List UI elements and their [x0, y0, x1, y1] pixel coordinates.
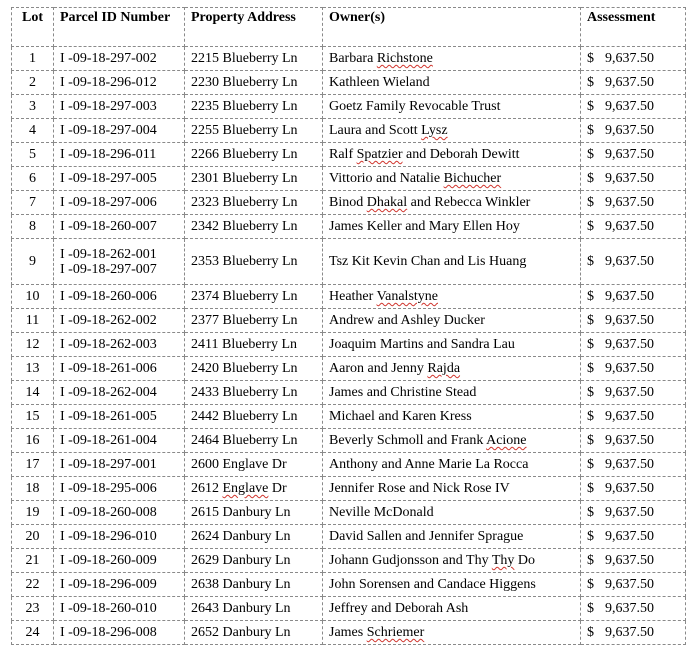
parcel-id: I -09-18-262-001 [60, 246, 157, 262]
spellcheck-word: Schriemer [366, 625, 425, 640]
assessment-cell [581, 333, 686, 357]
assessment-cell [581, 309, 686, 333]
text-segment: Joaquim Martins and Sandra Lau [329, 337, 515, 352]
lot-cell: 6 [12, 167, 54, 191]
owner-cell [323, 309, 581, 333]
lot-cell: 4 [12, 119, 54, 143]
assessment-amount [581, 385, 685, 400]
assessment-amount [581, 147, 685, 162]
text-segment: Kathleen Wieland [329, 75, 430, 90]
text-segment: James [329, 625, 367, 640]
parcel-id: I -09-18-296-012 [60, 75, 157, 90]
owner-cell [323, 549, 581, 573]
assessment-amount [581, 219, 685, 234]
assessment-value: 9,637.50 [605, 505, 654, 520]
lot-cell: 14 [12, 381, 54, 405]
header-owners: Owner(s) [323, 8, 581, 47]
lot-cell: 7 [12, 191, 54, 215]
header-assessment: Assessment [581, 8, 686, 47]
assessment-cell [581, 453, 686, 477]
property-address-cell: 2638 Danbury Ln [185, 573, 323, 597]
text-segment: Vittorio and Natalie [329, 171, 444, 186]
parcel-id: I -09-18-297-001 [60, 457, 157, 472]
parcel-id: I -09-18-262-004 [60, 385, 157, 400]
currency-symbol: $ [587, 99, 594, 114]
parcel-id-cell [54, 429, 185, 453]
table-row [12, 405, 686, 429]
assessment-cell [581, 95, 686, 119]
table-row [12, 119, 686, 143]
parcel-id-cell [54, 597, 185, 621]
table-row [12, 167, 686, 191]
text-segment: Beverly Schmoll and Frank [329, 433, 487, 448]
parcel-id-cell [54, 357, 185, 381]
text-segment: Binod [329, 195, 367, 210]
lot-cell: 20 [12, 525, 54, 549]
table-row [12, 453, 686, 477]
assessment-table [11, 7, 686, 645]
lot-cell: 8 [12, 215, 54, 239]
currency-symbol: $ [587, 171, 594, 186]
currency-symbol: $ [587, 433, 594, 448]
property-address-cell: 2652 Danbury Ln [185, 621, 323, 645]
assessment-amount [581, 433, 685, 448]
owner-cell [323, 167, 581, 191]
property-address-cell: 2230 Blueberry Ln [185, 71, 323, 95]
table-row [12, 501, 686, 525]
owner-cell [323, 119, 581, 143]
parcel-id-cell [54, 285, 185, 309]
parcel-id: I -09-18-297-006 [60, 195, 157, 210]
text-segment: James and Christine Stead [329, 385, 477, 400]
currency-symbol: $ [587, 385, 594, 400]
assessment-value: 9,637.50 [605, 123, 654, 138]
owner-cell [323, 191, 581, 215]
lot-cell: 16 [12, 429, 54, 453]
text-segment: James Keller and Mary Ellen Hoy [329, 219, 520, 234]
owner-cell [323, 95, 581, 119]
assessment-amount [581, 171, 685, 186]
property-address-cell: 2266 Blueberry Ln [185, 143, 323, 167]
assessment-amount [581, 409, 685, 424]
currency-symbol: $ [587, 195, 594, 210]
assessment-cell [581, 167, 686, 191]
text-segment: Heather [329, 289, 377, 304]
assessment-value: 9,637.50 [605, 553, 654, 568]
currency-symbol: $ [587, 577, 594, 592]
lot-cell: 3 [12, 95, 54, 119]
table-row [12, 381, 686, 405]
assessment-value: 9,637.50 [605, 337, 654, 352]
table-row [12, 71, 686, 95]
owner-cell [323, 47, 581, 71]
spellcheck-word: Thy [491, 553, 515, 568]
owner-cell [323, 357, 581, 381]
assessment-cell [581, 119, 686, 143]
table-row [12, 525, 686, 549]
spellcheck-word: Rajda [427, 361, 461, 376]
currency-symbol: $ [587, 75, 594, 90]
currency-symbol: $ [587, 123, 594, 138]
spellcheck-word: Vanalstyne [376, 289, 438, 304]
text-segment: Laura and Scott [329, 123, 422, 138]
property-address-cell [185, 477, 323, 501]
assessment-amount [581, 361, 685, 376]
assessment-cell [581, 573, 686, 597]
property-address-cell: 2255 Blueberry Ln [185, 119, 323, 143]
currency-symbol: $ [587, 457, 594, 472]
lot-cell: 23 [12, 597, 54, 621]
currency-symbol: $ [587, 481, 594, 496]
assessment-amount [581, 601, 685, 616]
assessment-amount [581, 313, 685, 328]
currency-symbol: $ [587, 337, 594, 352]
assessment-value: 9,637.50 [605, 147, 654, 162]
text-segment: 2612 [191, 481, 223, 496]
assessment-value: 9,637.50 [605, 51, 654, 66]
table-row [12, 309, 686, 333]
owner-cell [323, 429, 581, 453]
owner-cell [323, 597, 581, 621]
assessment-value: 9,637.50 [605, 577, 654, 592]
parcel-id-cell [54, 477, 185, 501]
assessment-cell [581, 215, 686, 239]
currency-symbol: $ [587, 254, 594, 269]
property-address-cell: 2235 Blueberry Ln [185, 95, 323, 119]
assessment-cell [581, 191, 686, 215]
text-segment: John Sorensen and Candace Higgens [329, 577, 536, 592]
parcel-id-cell [54, 405, 185, 429]
assessment-cell [581, 285, 686, 309]
owner-cell [323, 453, 581, 477]
currency-symbol: $ [587, 601, 594, 616]
spellcheck-word: Englave [222, 481, 269, 496]
parcel-id: I -09-18-297-007 [60, 261, 157, 277]
text-segment: and Rebecca Winkler [407, 195, 531, 210]
table-row [12, 285, 686, 309]
parcel-id: I -09-18-296-010 [60, 529, 157, 544]
lot-cell: 13 [12, 357, 54, 381]
spellcheck-word: Richstone [376, 51, 433, 66]
owner-cell [323, 501, 581, 525]
text-segment: Neville McDonald [329, 505, 434, 520]
text-segment: 2600 Englave Dr [191, 457, 287, 472]
parcel-id-cell [54, 191, 185, 215]
assessment-cell [581, 525, 686, 549]
owner-cell [323, 525, 581, 549]
assessment-cell [581, 405, 686, 429]
property-address-cell: 2301 Blueberry Ln [185, 167, 323, 191]
parcel-id-cell [54, 333, 185, 357]
currency-symbol: $ [587, 505, 594, 520]
currency-symbol: $ [587, 51, 594, 66]
parcel-id-cell [54, 95, 185, 119]
assessment-value: 9,637.50 [605, 254, 654, 269]
spellcheck-word: Acione [486, 433, 527, 448]
assessment-value: 9,637.50 [605, 171, 654, 186]
parcel-id: I -09-18-296-009 [60, 577, 157, 592]
assessment-cell [581, 477, 686, 501]
parcel-id-cell [54, 309, 185, 333]
parcel-id: I -09-18-296-008 [60, 625, 157, 640]
lot-cell: 10 [12, 285, 54, 309]
text-segment: Barbara [329, 51, 377, 66]
lot-cell: 24 [12, 621, 54, 645]
property-address-cell: 2624 Danbury Ln [185, 525, 323, 549]
parcel-id-cell [54, 549, 185, 573]
property-address-cell: 2377 Blueberry Ln [185, 309, 323, 333]
assessment-value: 9,637.50 [605, 601, 654, 616]
parcel-id: I -09-18-295-006 [60, 481, 157, 496]
spellcheck-word: Lysz [421, 123, 448, 138]
assessment-cell [581, 549, 686, 573]
text-segment: Goetz Family Revocable Trust [329, 99, 501, 114]
lot-cell: 1 [12, 47, 54, 71]
text-segment: Tsz Kit Kevin Chan and Lis Huang [329, 254, 527, 269]
assessment-value: 9,637.50 [605, 385, 654, 400]
parcel-id: I -09-18-260-006 [60, 289, 157, 304]
property-address-cell: 2411 Blueberry Ln [185, 333, 323, 357]
text-segment: and Deborah Dewitt [402, 147, 520, 162]
assessment-amount [581, 577, 685, 592]
assessment-cell [581, 143, 686, 167]
parcel-id-cell [54, 47, 185, 71]
property-address-cell: 2420 Blueberry Ln [185, 357, 323, 381]
header-property-address: Property Address [185, 8, 323, 47]
parcel-id: I -09-18-260-007 [60, 219, 157, 234]
assessment-amount [581, 457, 685, 472]
parcel-id: I -09-18-296-011 [60, 147, 157, 162]
text-segment: David Sallen and Jennifer Sprague [329, 529, 524, 544]
parcel-id-cell [54, 167, 185, 191]
parcel-id-cell [54, 71, 185, 95]
parcel-id: I -09-18-297-003 [60, 99, 157, 114]
assessment-cell [581, 621, 686, 645]
property-address-cell [185, 453, 323, 477]
property-address-cell: 2215 Blueberry Ln [185, 47, 323, 71]
property-address-cell: 2629 Danbury Ln [185, 549, 323, 573]
table-row [12, 215, 686, 239]
assessment-amount [581, 123, 685, 138]
assessment-amount [581, 75, 685, 90]
owner-cell [323, 71, 581, 95]
table-row [12, 333, 686, 357]
property-address-cell: 2464 Blueberry Ln [185, 429, 323, 453]
text-segment: Ralf [329, 147, 357, 162]
table-row [12, 357, 686, 381]
table-body [12, 47, 686, 645]
parcel-id: I -09-18-297-002 [60, 51, 157, 66]
assessment-value: 9,637.50 [605, 481, 654, 496]
parcel-id: I -09-18-261-004 [60, 433, 157, 448]
owner-cell [323, 405, 581, 429]
parcel-id: I -09-18-261-005 [60, 409, 157, 424]
table-row [12, 47, 686, 71]
property-address-cell: 2615 Danbury Ln [185, 501, 323, 525]
owner-cell [323, 215, 581, 239]
lot-cell: 12 [12, 333, 54, 357]
assessment-value: 9,637.50 [605, 433, 654, 448]
table-row [12, 621, 686, 645]
assessment-amount [581, 505, 685, 520]
spellcheck-word: Dhakal [366, 195, 408, 210]
text-segment: Jeffrey and Deborah Ash [329, 601, 469, 616]
text-segment: Do [514, 553, 536, 568]
assessment-amount [581, 289, 685, 304]
header-parcel-id: Parcel ID Number [54, 8, 185, 47]
table-row [12, 549, 686, 573]
lot-cell: 2 [12, 71, 54, 95]
assessment-value: 9,637.50 [605, 625, 654, 640]
table-row [12, 191, 686, 215]
property-address-cell: 2353 Blueberry Ln [185, 239, 323, 285]
text-segment: Anthony and Anne Marie La Rocca [329, 457, 529, 472]
currency-symbol: $ [587, 553, 594, 568]
parcel-id: I -09-18-260-008 [60, 505, 157, 520]
parcel-id-cell [54, 381, 185, 405]
text-segment: Dr [268, 481, 287, 496]
table-row [12, 597, 686, 621]
table-row [12, 143, 686, 167]
spellcheck-word: Spatzier [356, 147, 403, 162]
parcel-id-cell [54, 215, 185, 239]
assessment-value: 9,637.50 [605, 409, 654, 424]
parcel-id: I -09-18-262-002 [60, 313, 157, 328]
currency-symbol: $ [587, 289, 594, 304]
document-page [11, 7, 686, 645]
assessment-cell [581, 357, 686, 381]
table-row [12, 477, 686, 501]
assessment-value: 9,637.50 [605, 529, 654, 544]
header-row [12, 8, 686, 47]
owner-cell [323, 381, 581, 405]
property-address-cell: 2342 Blueberry Ln [185, 215, 323, 239]
assessment-amount [581, 254, 685, 269]
parcel-id: I -09-18-297-004 [60, 123, 157, 138]
assessment-value: 9,637.50 [605, 457, 654, 472]
parcel-id-cell [54, 239, 185, 285]
assessment-amount [581, 337, 685, 352]
header-lot: Lot [12, 8, 54, 47]
parcel-id: I -09-18-261-006 [60, 361, 157, 376]
owner-cell [323, 143, 581, 167]
text-segment: Johann Gudjonsson and Thy [329, 553, 492, 568]
assessment-value: 9,637.50 [605, 75, 654, 90]
parcel-id: I -09-18-262-003 [60, 337, 157, 352]
property-address-cell: 2323 Blueberry Ln [185, 191, 323, 215]
owner-cell [323, 573, 581, 597]
assessment-amount [581, 625, 685, 640]
owner-cell [323, 621, 581, 645]
owner-cell [323, 477, 581, 501]
property-address-cell: 2442 Blueberry Ln [185, 405, 323, 429]
lot-cell: 22 [12, 573, 54, 597]
owner-cell [323, 239, 581, 285]
currency-symbol: $ [587, 529, 594, 544]
assessment-amount [581, 195, 685, 210]
table-row [12, 573, 686, 597]
parcel-id: I -09-18-260-009 [60, 553, 157, 568]
assessment-value: 9,637.50 [605, 289, 654, 304]
assessment-cell [581, 501, 686, 525]
lot-cell: 19 [12, 501, 54, 525]
assessment-value: 9,637.50 [605, 361, 654, 376]
table-row [12, 429, 686, 453]
currency-symbol: $ [587, 409, 594, 424]
assessment-amount [581, 529, 685, 544]
text-segment: Michael and Karen Kress [329, 409, 472, 424]
owner-cell [323, 333, 581, 357]
assessment-cell [581, 381, 686, 405]
parcel-id-cell [54, 143, 185, 167]
assessment-value: 9,637.50 [605, 99, 654, 114]
parcel-id-cell [54, 573, 185, 597]
text-segment: Aaron and Jenny [329, 361, 428, 376]
lot-cell: 21 [12, 549, 54, 573]
assessment-amount [581, 51, 685, 66]
owner-cell [323, 285, 581, 309]
table-row [12, 95, 686, 119]
lot-cell: 9 [12, 239, 54, 285]
table-row [12, 239, 686, 285]
parcel-id-cell [54, 621, 185, 645]
assessment-cell [581, 47, 686, 71]
assessment-cell [581, 71, 686, 95]
assessment-value: 9,637.50 [605, 313, 654, 328]
lot-cell: 5 [12, 143, 54, 167]
text-segment: Jennifer Rose and Nick Rose IV [329, 481, 510, 496]
assessment-cell [581, 597, 686, 621]
assessment-cell [581, 429, 686, 453]
parcel-id: I -09-18-297-005 [60, 171, 157, 186]
lot-cell: 18 [12, 477, 54, 501]
lot-cell: 11 [12, 309, 54, 333]
spellcheck-word: Bichucher [443, 171, 502, 186]
property-address-cell: 2374 Blueberry Ln [185, 285, 323, 309]
currency-symbol: $ [587, 625, 594, 640]
property-address-cell: 2433 Blueberry Ln [185, 381, 323, 405]
parcel-id: I -09-18-260-010 [60, 601, 157, 616]
assessment-amount [581, 481, 685, 496]
lot-cell: 17 [12, 453, 54, 477]
assessment-value: 9,637.50 [605, 195, 654, 210]
assessment-amount [581, 553, 685, 568]
lot-cell: 15 [12, 405, 54, 429]
assessment-value: 9,637.50 [605, 219, 654, 234]
currency-symbol: $ [587, 219, 594, 234]
parcel-id-cell [54, 453, 185, 477]
assessment-amount [581, 99, 685, 114]
text-segment: Andrew and Ashley Ducker [329, 313, 485, 328]
currency-symbol: $ [587, 147, 594, 162]
currency-symbol: $ [587, 313, 594, 328]
property-address-cell: 2643 Danbury Ln [185, 597, 323, 621]
parcel-id-cell [54, 525, 185, 549]
parcel-id-cell [54, 501, 185, 525]
currency-symbol: $ [587, 361, 594, 376]
parcel-id-cell [54, 119, 185, 143]
assessment-cell [581, 239, 686, 285]
